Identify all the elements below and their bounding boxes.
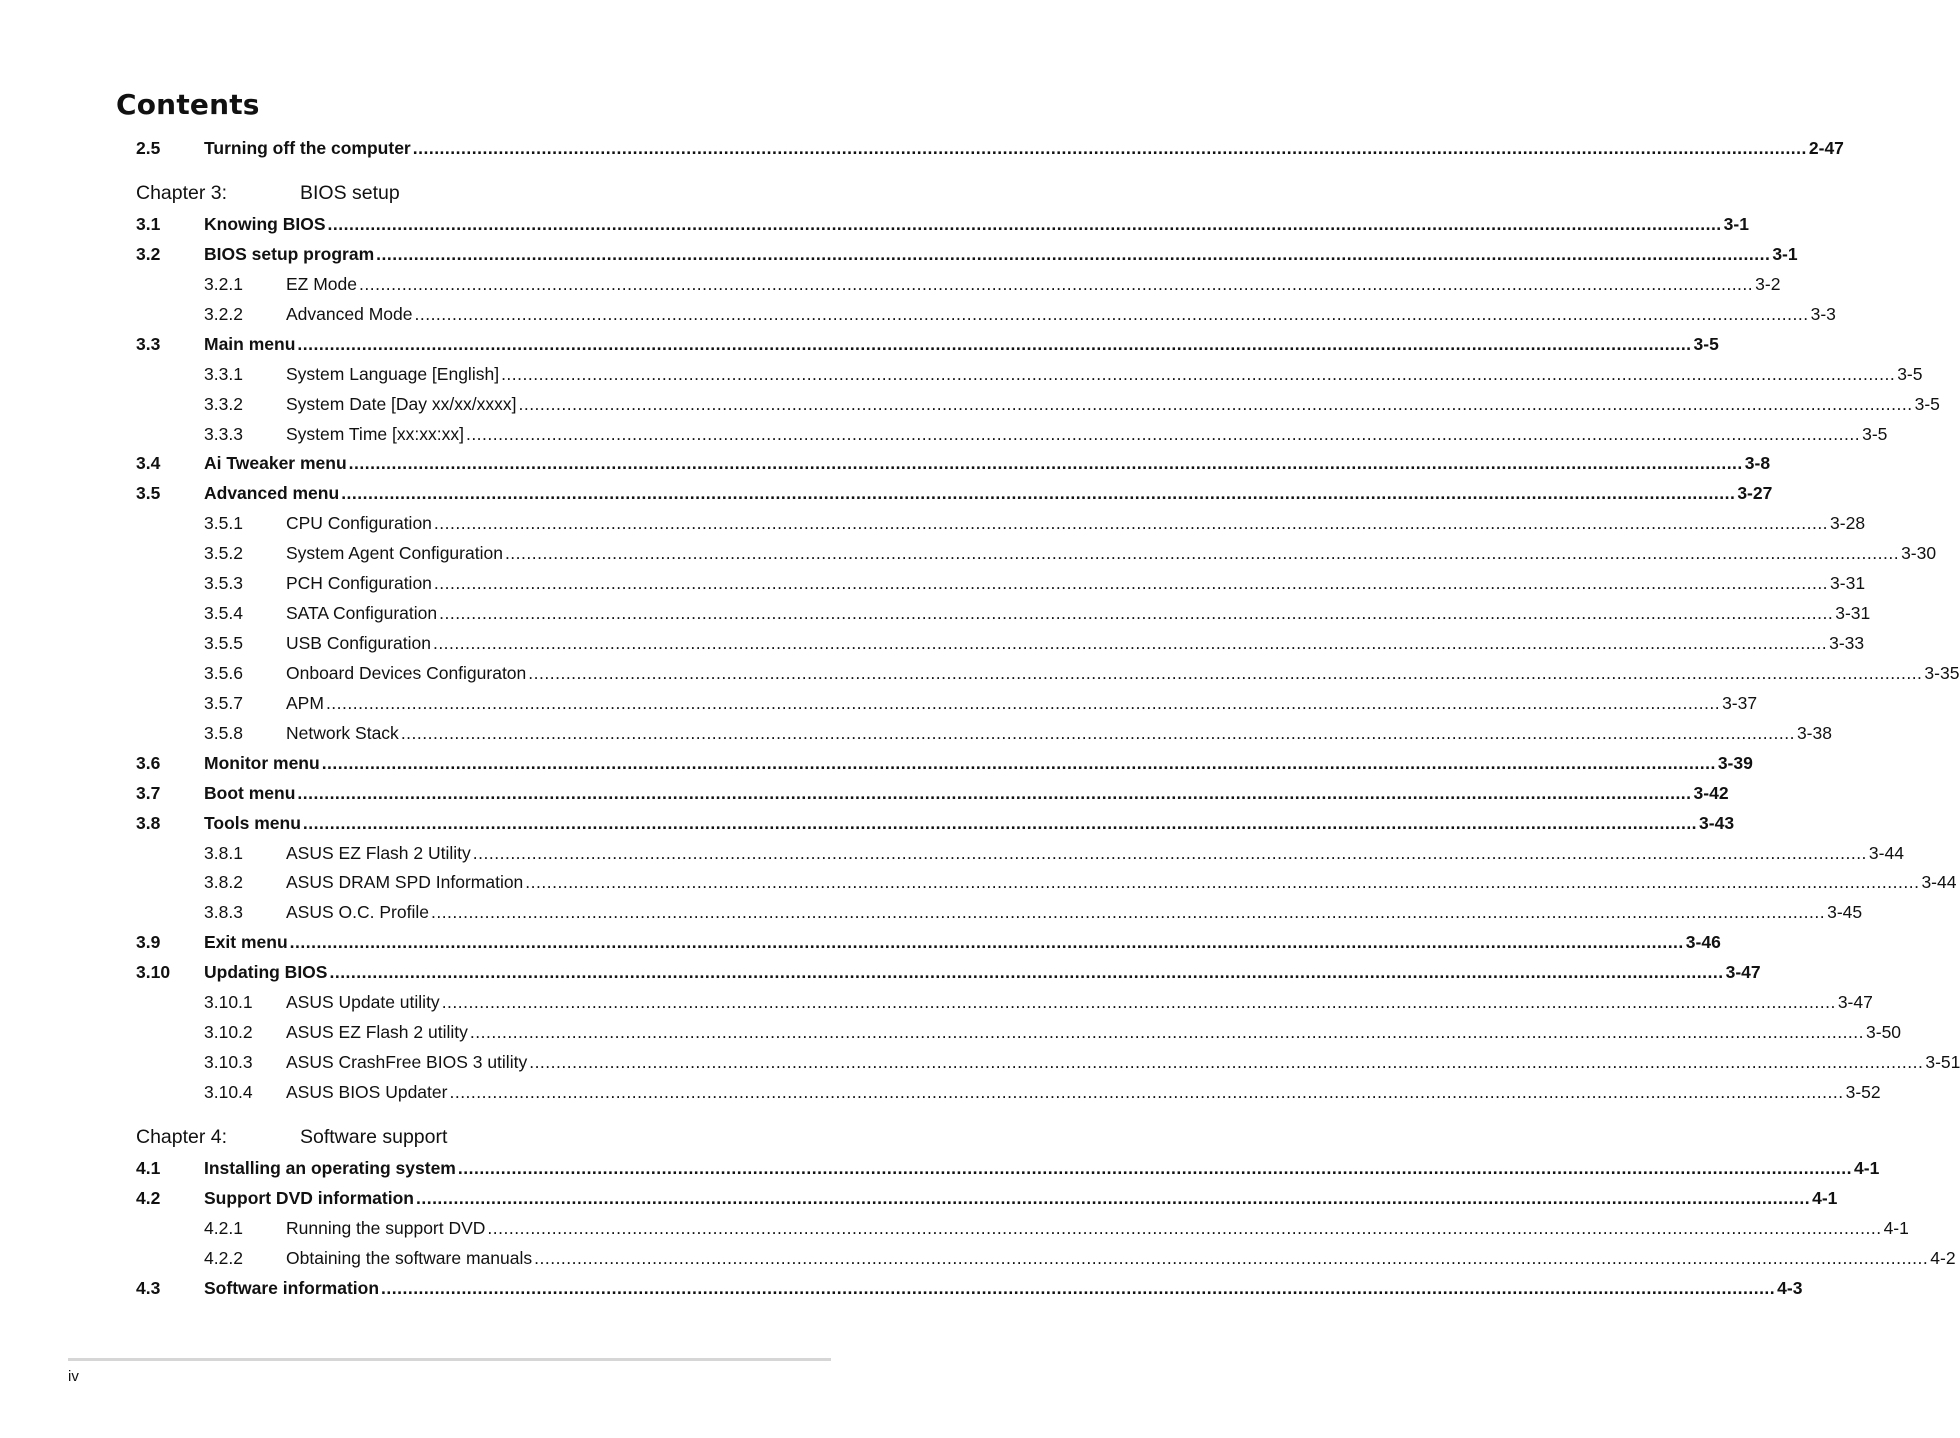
toc-entry-title: System Date [Day xx/xx/xxxx] xyxy=(286,394,517,414)
toc-entry-number: 3.8.3 xyxy=(204,902,243,922)
footer-page-number: iv xyxy=(68,1368,79,1385)
toc-entry-title: ASUS DRAM SPD Information xyxy=(286,872,524,892)
toc-entry-page: 3-30 xyxy=(1901,543,1937,563)
toc-entry-number: 3.10.4 xyxy=(204,1082,253,1102)
toc-entry-title: ASUS EZ Flash 2 utility xyxy=(286,1022,468,1042)
toc-entry-number: 3.5.6 xyxy=(204,663,243,683)
dot-leader: .................................................................................................................................................................................................................................................................... xyxy=(381,1278,1776,1298)
toc-entry-page: 3-42 xyxy=(1693,783,1729,803)
toc-entry-title: Turning off the computer xyxy=(204,138,411,158)
toc-entry-title: Network Stack xyxy=(286,723,399,743)
dot-leader: .................................................................................................................................................................................................................................................................... xyxy=(441,992,1836,1012)
toc-entry-page: 3-8 xyxy=(1744,453,1771,473)
toc-entry-page: 3-51 xyxy=(1925,1052,1960,1072)
toc-entry-number: 3.3.1 xyxy=(204,364,243,384)
dot-leader: .................................................................................................................................................................................................................................................................... xyxy=(302,813,1698,833)
toc-entry-page: 3-2 xyxy=(1755,274,1781,294)
dot-leader: .................................................................................................................................................................................................................................................................... xyxy=(465,424,1861,444)
dot-leader: .................................................................................................................................................................................................................................................................... xyxy=(376,244,1771,264)
toc-entry-title: Advanced menu xyxy=(204,483,340,503)
toc-entry-number: 3.5.2 xyxy=(204,543,243,563)
toc-entry-page: 3-5 xyxy=(1914,394,1940,414)
toc-entry-page: 2-47 xyxy=(1808,138,1844,158)
dot-leader: .................................................................................................................................................................................................................................................................... xyxy=(430,902,1826,922)
toc-entry-page: 3-27 xyxy=(1737,483,1773,503)
toc-entry-number: 4.1 xyxy=(136,1158,161,1178)
toc-entry-page: 4-1 xyxy=(1883,1218,1909,1238)
toc-entry-page: 3-38 xyxy=(1796,723,1832,743)
toc-entry-page: 3-31 xyxy=(1830,573,1866,593)
dot-leader: .................................................................................................................................................................................................................................................................... xyxy=(525,872,1920,892)
toc-entry-title: System Agent Configuration xyxy=(286,543,503,563)
toc-entry-title: System Time [xx:xx:xx] xyxy=(286,424,464,444)
toc-entry-number: 3.10.1 xyxy=(204,992,253,1012)
toc-entry-number: 4.2.2 xyxy=(204,1248,243,1268)
toc-entry-number: 4.3 xyxy=(136,1278,161,1298)
dot-leader: .................................................................................................................................................................................................................................................................... xyxy=(348,453,1743,473)
dot-leader: .................................................................................................................................................................................................................................................................... xyxy=(504,543,1900,563)
chapter-title: BIOS setup xyxy=(300,182,400,204)
toc-entry-page: 3-3 xyxy=(1810,304,1836,324)
toc-entry-number: 3.10.2 xyxy=(204,1022,253,1042)
toc-entry-title: Running the support DVD xyxy=(286,1218,486,1238)
toc-entry-page: 4-1 xyxy=(1812,1188,1838,1208)
toc-entry-number: 3.10.3 xyxy=(204,1052,253,1072)
toc-entry-page: 4-2 xyxy=(1930,1248,1956,1268)
toc-entry-number: 3.3.3 xyxy=(204,424,243,444)
toc-entry-number: 3.2.2 xyxy=(204,304,243,324)
dot-leader: .................................................................................................................................................................................................................................................................... xyxy=(400,723,1795,743)
toc-entry-number: 3.3 xyxy=(136,334,161,354)
dot-leader: .................................................................................................................................................................................................................................................................... xyxy=(412,138,1807,158)
dot-leader: .................................................................................................................................................................................................................................................................... xyxy=(325,693,1721,713)
dot-leader: .................................................................................................................................................................................................................................................................... xyxy=(487,1218,1882,1238)
toc-entry-page: 4-1 xyxy=(1854,1158,1880,1178)
dot-leader: .................................................................................................................................................................................................................................................................... xyxy=(289,932,1684,952)
toc-entry-number: 3.2.1 xyxy=(204,274,243,294)
toc-entry-title: APM xyxy=(286,693,324,713)
toc-entry-title: EZ Mode xyxy=(286,274,357,294)
page-title: Contents xyxy=(116,88,260,121)
toc-entry-title: ASUS BIOS Updater xyxy=(286,1082,448,1102)
toc-entry-title: Software information xyxy=(204,1278,380,1298)
dot-leader: .................................................................................................................................................................................................................................................................... xyxy=(297,783,1692,803)
toc-entry-title: Advanced Mode xyxy=(286,304,413,324)
toc-entry-number: 3.3.2 xyxy=(204,394,243,414)
toc-entry-title: Monitor menu xyxy=(204,753,320,773)
toc-entry-number: 3.5.7 xyxy=(204,693,243,713)
dot-leader: .................................................................................................................................................................................................................................................................... xyxy=(501,364,1896,384)
toc-entry-number: 3.5.8 xyxy=(204,723,243,743)
toc-entry-page: 3-46 xyxy=(1685,932,1721,952)
toc-entry-number: 3.8 xyxy=(136,813,161,833)
toc-entry-number: 3.5.1 xyxy=(204,513,243,533)
dot-leader: .................................................................................................................................................................................................................................................................... xyxy=(529,1052,1924,1072)
toc-entry-number: 3.5.4 xyxy=(204,603,243,623)
toc-entry-page: 3-35 xyxy=(1924,663,1960,683)
toc-entry-title: CPU Configuration xyxy=(286,513,432,533)
toc-entry-title: ASUS Update utility xyxy=(286,992,440,1012)
toc-entry-title: ASUS EZ Flash 2 Utility xyxy=(286,843,471,863)
toc-entry-title: ASUS CrashFree BIOS 3 utility xyxy=(286,1052,528,1072)
toc-entry-title: System Language [English] xyxy=(286,364,500,384)
toc-entry-title: Exit menu xyxy=(204,932,288,952)
dot-leader: .................................................................................................................................................................................................................................................................... xyxy=(469,1022,1865,1042)
dot-leader: .................................................................................................................................................................................................................................................................... xyxy=(415,1188,1811,1208)
dot-leader: .................................................................................................................................................................................................................................................................... xyxy=(449,1082,1844,1102)
toc-entry-page: 3-33 xyxy=(1829,633,1865,653)
toc-entry-number: 3.1 xyxy=(136,214,161,234)
dot-leader: .................................................................................................................................................................................................................................................................... xyxy=(439,603,1834,623)
dot-leader: .................................................................................................................................................................................................................................................................... xyxy=(329,962,1724,982)
toc-entry-page: 3-52 xyxy=(1845,1082,1881,1102)
dot-leader: .................................................................................................................................................................................................................................................................... xyxy=(518,394,1913,414)
toc-entry-number: 3.5.5 xyxy=(204,633,243,653)
toc-entry-number: 3.5.3 xyxy=(204,573,243,593)
toc-entry-number: 3.4 xyxy=(136,453,161,473)
toc-entry-page: 3-5 xyxy=(1897,364,1923,384)
dot-leader: .................................................................................................................................................................................................................................................................... xyxy=(297,334,1692,354)
toc-entry-title: Boot menu xyxy=(204,783,296,803)
dot-leader: .................................................................................................................................................................................................................................................................... xyxy=(433,513,1829,533)
dot-leader: .................................................................................................................................................................................................................................................................... xyxy=(321,753,1716,773)
toc-entry-number: 3.5 xyxy=(136,483,161,503)
toc-entry-page: 3-47 xyxy=(1725,962,1761,982)
toc-entry-number: 4.2.1 xyxy=(204,1218,243,1238)
toc-entry-page: 3-1 xyxy=(1772,244,1798,264)
toc-entry-page: 3-5 xyxy=(1693,334,1719,354)
toc-entry-page: 3-39 xyxy=(1717,753,1753,773)
toc-entry-title: ASUS O.C. Profile xyxy=(286,902,429,922)
dot-leader: .................................................................................................................................................................................................................................................................... xyxy=(341,483,1736,503)
toc-entry-title: PCH Configuration xyxy=(286,573,432,593)
toc-entry-title: BIOS setup program xyxy=(204,244,375,264)
toc-entry-page: 3-44 xyxy=(1921,872,1957,892)
toc-entry-page: 3-5 xyxy=(1862,424,1888,444)
dot-leader: .................................................................................................................................................................................................................................................................... xyxy=(432,633,1828,653)
toc-entry-page: 3-43 xyxy=(1699,813,1735,833)
toc-entry-title: Knowing BIOS xyxy=(204,214,326,234)
dot-leader: .................................................................................................................................................................................................................................................................... xyxy=(528,663,1923,683)
toc-entry-page: 3-50 xyxy=(1866,1022,1902,1042)
toc-entry-number: 3.7 xyxy=(136,783,161,803)
dot-leader: .................................................................................................................................................................................................................................................................... xyxy=(359,274,1754,294)
dot-leader: .................................................................................................................................................................................................................................................................... xyxy=(534,1248,1929,1268)
toc-entry-title: Main menu xyxy=(204,334,296,354)
toc-entry-page: 3-37 xyxy=(1722,693,1758,713)
toc-entry-title: Updating BIOS xyxy=(204,962,328,982)
toc-entry-page: 3-47 xyxy=(1837,992,1873,1012)
toc-entry-page: 3-45 xyxy=(1827,902,1863,922)
chapter-label: Chapter 3: xyxy=(136,182,228,204)
chapter-title: Software support xyxy=(300,1126,448,1148)
footer-rule xyxy=(68,1358,831,1361)
toc-entry-number: 3.2 xyxy=(136,244,161,264)
toc-entry-page: 4-3 xyxy=(1777,1278,1803,1298)
toc-entry-title: Onboard Devices Configuraton xyxy=(286,663,527,683)
dot-leader: .................................................................................................................................................................................................................................................................... xyxy=(327,214,1722,234)
toc-entry-title: USB Configuration xyxy=(286,633,431,653)
chapter-label: Chapter 4: xyxy=(136,1126,228,1148)
toc-entry-page: 3-31 xyxy=(1835,603,1871,623)
toc-entry-number: 3.8.1 xyxy=(204,843,243,863)
toc-entry-page: 3-44 xyxy=(1868,843,1904,863)
toc-entry-title: Ai Tweaker menu xyxy=(204,453,347,473)
toc-entry-page: 3-28 xyxy=(1830,513,1866,533)
dot-leader: .................................................................................................................................................................................................................................................................... xyxy=(414,304,1809,324)
dot-leader: .................................................................................................................................................................................................................................................................... xyxy=(457,1158,1853,1178)
toc-entry-number: 3.10 xyxy=(136,962,171,982)
toc-entry-title: Obtaining the software manuals xyxy=(286,1248,533,1268)
toc-entry-title: Installing an operating system xyxy=(204,1158,456,1178)
dot-leader: .................................................................................................................................................................................................................................................................... xyxy=(472,843,1867,863)
toc-entry-number: 4.2 xyxy=(136,1188,161,1208)
dot-leader: .................................................................................................................................................................................................................................................................... xyxy=(433,573,1829,593)
toc-entry-title: Support DVD information xyxy=(204,1188,414,1208)
toc-entry-number: 3.9 xyxy=(136,932,161,952)
toc-entry-title: Tools menu xyxy=(204,813,301,833)
toc-entry-number: 3.8.2 xyxy=(204,872,243,892)
toc-entry-number: 2.5 xyxy=(136,138,161,158)
toc-entry-page: 3-1 xyxy=(1723,214,1749,234)
toc-entry-number: 3.6 xyxy=(136,753,161,773)
toc-entry-title: SATA Configuration xyxy=(286,603,438,623)
